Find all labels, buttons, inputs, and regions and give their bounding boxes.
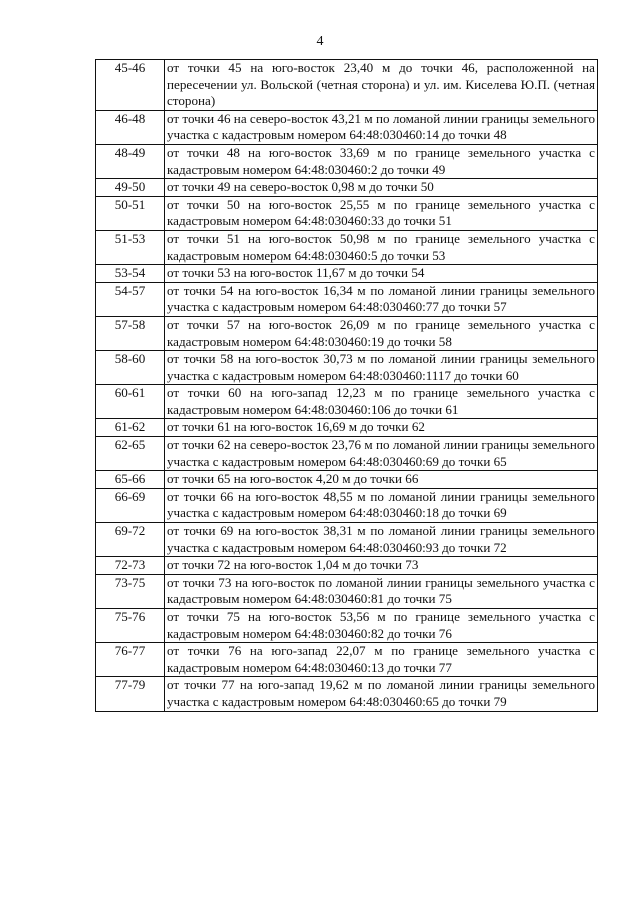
segment-cell: 45-46 — [96, 60, 165, 111]
segment-cell: 58-60 — [96, 351, 165, 385]
description-cell: от точки 66 на юго-восток 48,55 м по ломаной линии границы земельного участка с кадастровым номером 64:48:030460:18 до точки 69 — [165, 488, 598, 522]
table-row — [96, 351, 598, 385]
table-row — [96, 265, 598, 283]
description-cell: от точки 46 на северо-восток 43,21 м по ломаной линии границы земельного участка с кадастровым номером 64:48:030460:14 до точки 48 — [165, 110, 598, 144]
segment-cell: 48-49 — [96, 144, 165, 178]
description-cell: от точки 49 на северо-восток 0,98 м до точки 50 — [165, 179, 598, 197]
table-row — [96, 488, 598, 522]
segment-cell: 53-54 — [96, 265, 165, 283]
table-row — [96, 437, 598, 471]
table-row — [96, 282, 598, 316]
boundary-description-table — [95, 59, 598, 712]
segment-cell: 61-62 — [96, 419, 165, 437]
table-body — [96, 60, 598, 712]
description-cell: от точки 48 на юго-восток 33,69 м по границе земельного участка с кадастровым номером 64:48:030460:2 до точки 49 — [165, 144, 598, 178]
table-row — [96, 419, 598, 437]
segment-cell: 60-61 — [96, 385, 165, 419]
description-cell: от точки 65 на юго-восток 4,20 м до точки 66 — [165, 471, 598, 489]
table-row — [96, 179, 598, 197]
segment-cell: 46-48 — [96, 110, 165, 144]
description-cell: от точки 51 на юго-восток 50,98 м по границе земельного участка с кадастровым номером 64:48:030460:5 до точки 53 — [165, 230, 598, 264]
segment-cell: 62-65 — [96, 437, 165, 471]
description-cell: от точки 76 на юго-запад 22,07 м по границе земельного участка с кадастровым номером 64:48:030460:13 до точки 77 — [165, 643, 598, 677]
description-cell: от точки 73 на юго-восток по ломаной линии границы земельного участка с кадастровым номером 64:48:030460:81 до точки 75 — [165, 574, 598, 608]
segment-cell: 49-50 — [96, 179, 165, 197]
page-number: 4 — [316, 34, 324, 49]
table-row — [96, 110, 598, 144]
description-cell: от точки 58 на юго-восток 30,73 м по ломаной линии границы земельного участка с кадастровым номером 64:48:030460:1117 до точки 60 — [165, 351, 598, 385]
table-row — [96, 316, 598, 350]
table-row — [96, 677, 598, 711]
segment-cell: 65-66 — [96, 471, 165, 489]
segment-cell: 69-72 — [96, 523, 165, 557]
description-cell: от точки 54 на юго-восток 16,34 м по ломаной линии границы земельного участка с кадастровым номером 64:48:030460:77 до точки 57 — [165, 282, 598, 316]
description-cell: от точки 45 на юго-восток 23,40 м до точки 46, расположенной на пересечении ул. Вольской (четная сторона) и ул. им. Киселева Ю.П. (четная сторона) — [165, 60, 598, 111]
segment-cell: 72-73 — [96, 557, 165, 575]
description-cell: от точки 69 на юго-восток 38,31 м по ломаной линии границы земельного участка с кадастровым номером 64:48:030460:93 до точки 72 — [165, 523, 598, 557]
description-cell: от точки 72 на юго-восток 1,04 м до точки 73 — [165, 557, 598, 575]
table-row — [96, 643, 598, 677]
description-cell: от точки 60 на юго-запад 12,23 м по границе земельного участка с кадастровым номером 64:48:030460:106 до точки 61 — [165, 385, 598, 419]
description-cell: от точки 57 на юго-восток 26,09 м по границе земельного участка с кадастровым номером 64:48:030460:19 до точки 58 — [165, 316, 598, 350]
table-row — [96, 60, 598, 111]
table-row — [96, 230, 598, 264]
segment-cell: 51-53 — [96, 230, 165, 264]
table-row — [96, 557, 598, 575]
table-row — [96, 385, 598, 419]
table-row — [96, 144, 598, 178]
table-row — [96, 471, 598, 489]
table-row — [96, 196, 598, 230]
segment-cell: 66-69 — [96, 488, 165, 522]
segment-cell: 76-77 — [96, 643, 165, 677]
description-cell: от точки 53 на юго-восток 11,67 м до точки 54 — [165, 265, 598, 283]
table-row — [96, 523, 598, 557]
segment-cell: 73-75 — [96, 574, 165, 608]
description-cell: от точки 77 на юго-запад 19,62 м по ломаной линии границы земельного участка с кадастровым номером 64:48:030460:65 до точки 79 — [165, 677, 598, 711]
segment-cell: 50-51 — [96, 196, 165, 230]
description-cell: от точки 62 на северо-восток 23,76 м по ломаной линии границы земельного участка с кадастровым номером 64:48:030460:69 до точки 65 — [165, 437, 598, 471]
description-cell: от точки 61 на юго-восток 16,69 м до точки 62 — [165, 419, 598, 437]
segment-cell: 77-79 — [96, 677, 165, 711]
segment-cell: 75-76 — [96, 609, 165, 643]
segment-cell: 57-58 — [96, 316, 165, 350]
description-cell: от точки 50 на юго-восток 25,55 м по границе земельного участка с кадастровым номером 64:48:030460:33 до точки 51 — [165, 196, 598, 230]
segment-cell: 54-57 — [96, 282, 165, 316]
description-cell: от точки 75 на юго-восток 53,56 м по границе земельного участка с кадастровым номером 64:48:030460:82 до точки 76 — [165, 609, 598, 643]
table-row — [96, 574, 598, 608]
table-row — [96, 609, 598, 643]
